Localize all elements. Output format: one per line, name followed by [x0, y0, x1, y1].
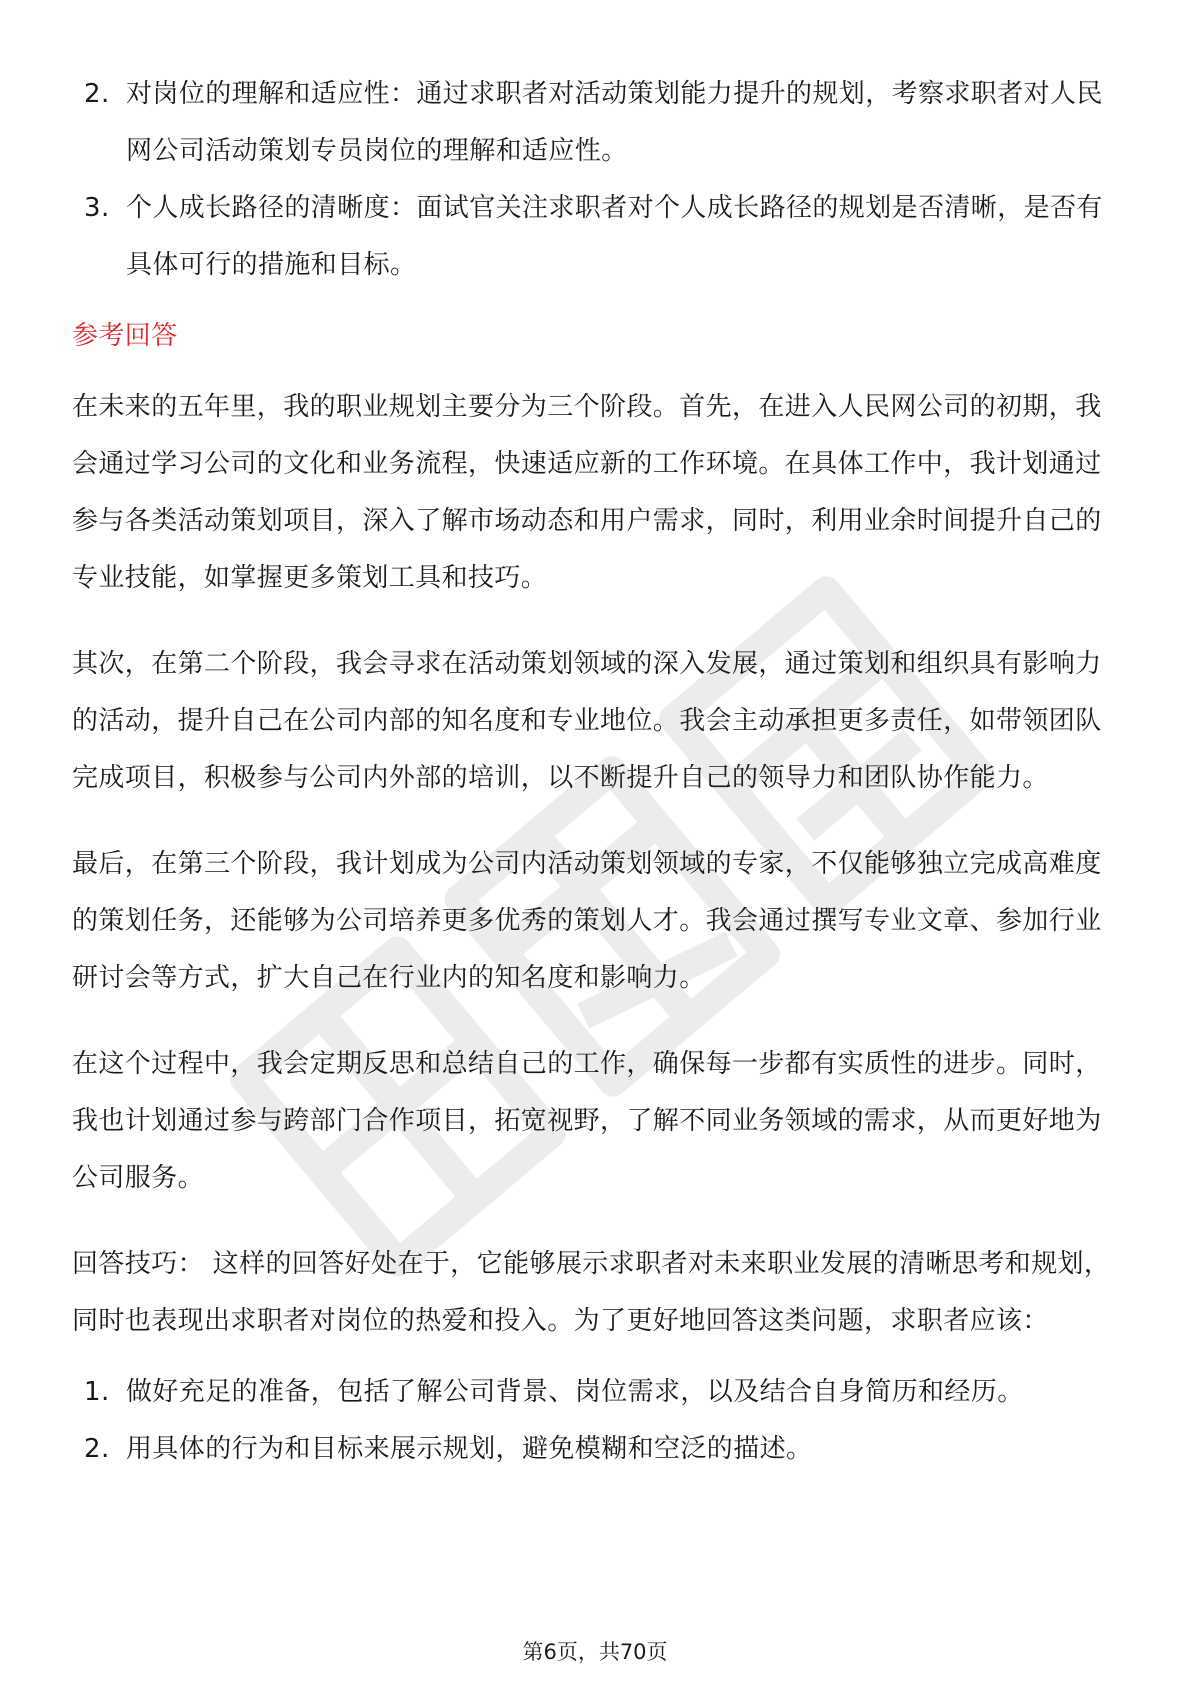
paragraph: 最后，在第三个阶段，我计划成为公司内活动策划领域的专家，不仅能够独立完成高难度的策划任务，还能够为公司培养更多优秀的策划人才。我会通过撰写专业文章、参加行业研讨会等方式，扩大自己在行业内的知名度和影响力。 — [72, 849, 1102, 993]
list-number: 2. — [84, 1434, 110, 1464]
list-item — [72, 1364, 1118, 1421]
section-heading: 参考回答 — [72, 321, 178, 351]
page-footer: 第6页，共70页 — [522, 1640, 668, 1664]
criteria-list — [72, 66, 1118, 294]
list-item — [72, 180, 1118, 294]
list-text: 对岗位的理解和适应性：通过求职者对活动策划能力提升的规划，考察求职者对人民网公司活动策划专员岗位的理解和适应性。 — [126, 79, 1103, 166]
list-number: 2. — [84, 79, 110, 109]
paragraph: 其次，在第二个阶段，我会寻求在活动策划领域的深入发展，通过策划和组织具有影响力的活动，提升自己在公司内部的知名度和专业地位。我会主动承担更多责任，如带领团队完成项目，积极参与公司内外部的培训，以不断提升自己的领导力和团队协作能力。 — [72, 649, 1102, 793]
list-number: 1. — [84, 1377, 110, 1407]
list-text: 做好充足的准备，包括了解公司背景、岗位需求，以及结合自身简历和经历。 — [126, 1377, 1024, 1407]
list-text: 个人成长路径的清晰度：面试官关注求职者对个人成长路径的规划是否清晰，是否有具体可行的措施和目标。 — [126, 193, 1103, 280]
tips-list — [72, 1364, 1118, 1478]
list-text: 用具体的行为和目标来展示规划，避免模糊和空泛的描述。 — [126, 1434, 813, 1464]
paragraph: 在这个过程中，我会定期反思和总结自己的工作，确保每一步都有实质性的进步。同时，我也计划通过参与跨部门合作项目，拓宽视野，了解不同业务领域的需求，从而更好地为公司服务。 — [72, 1049, 1102, 1193]
paragraph: 在未来的五年里，我的职业规划主要分为三个阶段。首先，在进入人民网公司的初期，我会通过学习公司的文化和业务流程，快速适应新的工作环境。在具体工作中，我计划通过参与各类活动策划项目，深入了解市场动态和用户需求，同时，利用业余时间提升自己的专业技能，如掌握更多策划工具和技巧。 — [72, 392, 1102, 593]
list-number: 3. — [84, 193, 110, 223]
answer-tips-paragraph: 回答技巧： 这样的回答好处在于，它能够展示求职者对未来职业发展的清晰思考和规划，同时也表现出求职者对岗位的热爱和投入。为了更好地回答这类问题，求职者应该： — [72, 1249, 1111, 1336]
content — [72, 66, 1118, 1478]
list-item — [72, 66, 1118, 180]
list-item — [72, 1421, 1118, 1478]
